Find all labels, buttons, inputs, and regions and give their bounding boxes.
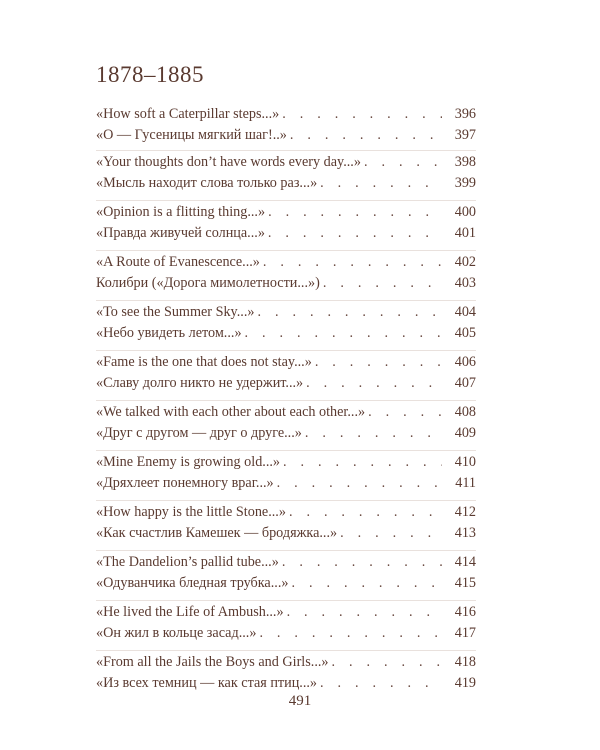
toc-entry[interactable] <box>96 152 476 173</box>
toc-entry-title: «From all the Jails the Boys and Girls...» <box>96 654 329 670</box>
toc-entry-page: 397 <box>454 127 476 143</box>
toc-entry-title: «The Dandelion’s pallid tube...» <box>96 554 279 570</box>
dot-leader <box>282 552 442 573</box>
toc-entry[interactable] <box>96 104 476 125</box>
dot-leader <box>263 252 442 273</box>
toc-entry-title: «Мысль находит слова только раз...» <box>96 175 318 191</box>
toc-entry[interactable] <box>96 352 476 373</box>
toc-entry-page: 414 <box>454 554 476 570</box>
toc-entry-page: 401 <box>454 225 476 241</box>
toc-entry-page: 410 <box>454 454 476 470</box>
dot-leader <box>257 302 442 323</box>
dot-leader <box>283 452 442 473</box>
toc-entry-page: 416 <box>454 604 476 620</box>
toc-group <box>96 601 476 651</box>
dot-leader <box>259 623 442 644</box>
toc-entry-page: 408 <box>454 404 476 420</box>
toc-group <box>96 201 476 251</box>
toc-entry-page: 411 <box>455 475 476 491</box>
toc-entry-page: 399 <box>454 175 476 191</box>
toc-entry[interactable] <box>96 223 476 244</box>
toc-entry-title: «О — Гусеницы мягкий шаг!..» <box>96 127 287 143</box>
toc-entry-title: «Mine Enemy is growing old...» <box>96 454 281 470</box>
toc-group <box>96 451 476 501</box>
section-title: 1878–1885 <box>96 62 204 87</box>
toc-entry-page: 418 <box>454 654 476 670</box>
toc-entry-title: «Друг с другом — друг о друге...» <box>96 425 302 441</box>
dot-leader <box>289 502 442 523</box>
toc-group <box>96 301 476 351</box>
toc-entry-title: «Your thoughts don’t have words every day...» <box>96 154 361 170</box>
dot-leader <box>306 373 442 394</box>
toc-entry-title: «Славу долго никто не удержит...» <box>96 375 304 391</box>
dot-leader <box>290 125 442 146</box>
dot-leader <box>340 523 442 544</box>
toc-entry-page: 412 <box>454 504 476 520</box>
toc-entry-title: «Opinion is a flitting thing...» <box>96 204 266 220</box>
toc-entry-title: «We talked with each other about each other...» <box>96 404 366 420</box>
dot-leader <box>323 273 442 294</box>
dot-leader <box>332 652 442 673</box>
toc-group <box>96 103 476 151</box>
toc-entry[interactable] <box>96 523 476 544</box>
toc-entry-title: «Из всех темниц — как стая птиц...» <box>96 675 318 691</box>
dot-leader <box>277 473 442 494</box>
toc-entry[interactable] <box>96 402 476 423</box>
page-number: 491 <box>288 693 312 709</box>
toc-entry[interactable] <box>96 502 476 523</box>
toc-entry-page: 417 <box>454 625 476 641</box>
toc-group <box>96 351 476 401</box>
toc-entry-title: Колибри («Дорога мимолетности...») <box>96 275 320 291</box>
dot-leader <box>268 223 442 244</box>
toc-group <box>96 151 476 201</box>
toc-entry[interactable] <box>96 652 476 673</box>
toc-entry-page: 405 <box>454 325 476 341</box>
toc-entry[interactable] <box>96 252 476 273</box>
toc-entry-page: 396 <box>454 106 476 122</box>
dot-leader <box>305 423 442 444</box>
toc-entry-title: «Он жил в кольце засад...» <box>96 625 257 641</box>
dot-leader <box>315 352 442 373</box>
toc-entry[interactable] <box>96 623 476 644</box>
toc-entry-title: «How happy is the little Stone...» <box>96 504 286 520</box>
toc-group <box>96 251 476 301</box>
toc-entry[interactable] <box>96 673 476 694</box>
toc-entry[interactable] <box>96 423 476 444</box>
toc-group <box>96 551 476 601</box>
toc-entry-page: 407 <box>454 375 476 391</box>
dot-leader <box>282 104 442 125</box>
toc-entry[interactable] <box>96 573 476 594</box>
toc-entry-title: «How soft a Caterpillar steps...» <box>96 106 280 122</box>
toc-entry-title: «Как счастлив Камешек — бродяжка...» <box>96 525 338 541</box>
toc-entry-title: «Fame is the one that does not stay...» <box>96 354 312 370</box>
toc-entry[interactable] <box>96 202 476 223</box>
dot-leader <box>368 402 442 423</box>
toc-entry-page: 398 <box>454 154 476 170</box>
toc-entry-title: «Одуванчика бледная трубка...» <box>96 575 289 591</box>
toc-entry[interactable] <box>96 323 476 344</box>
table-of-contents <box>96 103 476 701</box>
toc-entry[interactable] <box>96 552 476 573</box>
dot-leader <box>320 673 442 694</box>
toc-entry-page: 400 <box>454 204 476 220</box>
toc-entry-title: «Дряхлеет понемногу враг...» <box>96 475 274 491</box>
toc-entry-page: 419 <box>454 675 476 691</box>
toc-entry[interactable] <box>96 273 476 294</box>
toc-entry-page: 406 <box>454 354 476 370</box>
toc-entry[interactable] <box>96 373 476 394</box>
dot-leader <box>291 573 442 594</box>
toc-entry[interactable] <box>96 602 476 623</box>
toc-entry-page: 413 <box>454 525 476 541</box>
toc-entry-page: 409 <box>454 425 476 441</box>
toc-entry[interactable] <box>96 452 476 473</box>
toc-entry-title: «Правда живучей солнца...» <box>96 225 265 241</box>
toc-group <box>96 401 476 451</box>
dot-leader <box>287 602 442 623</box>
dot-leader <box>268 202 442 223</box>
toc-entry[interactable] <box>96 302 476 323</box>
toc-entry-page: 404 <box>454 304 476 320</box>
dot-leader <box>245 323 442 344</box>
toc-entry[interactable] <box>96 125 476 146</box>
toc-entry-title: «Небо увидеть летом...» <box>96 325 242 341</box>
dot-leader <box>364 152 442 173</box>
toc-entry-page: 402 <box>454 254 476 270</box>
toc-entry-page: 403 <box>454 275 476 291</box>
toc-entry[interactable] <box>96 173 476 194</box>
dot-leader <box>320 173 442 194</box>
toc-entry-title: «He lived the Life of Ambush...» <box>96 604 284 620</box>
toc-entry-title: «A Route of Evanescence...» <box>96 254 260 270</box>
toc-group <box>96 501 476 551</box>
toc-entry-page: 415 <box>454 575 476 591</box>
toc-entry-title: «To see the Summer Sky...» <box>96 304 255 320</box>
toc-entry[interactable] <box>96 473 476 494</box>
